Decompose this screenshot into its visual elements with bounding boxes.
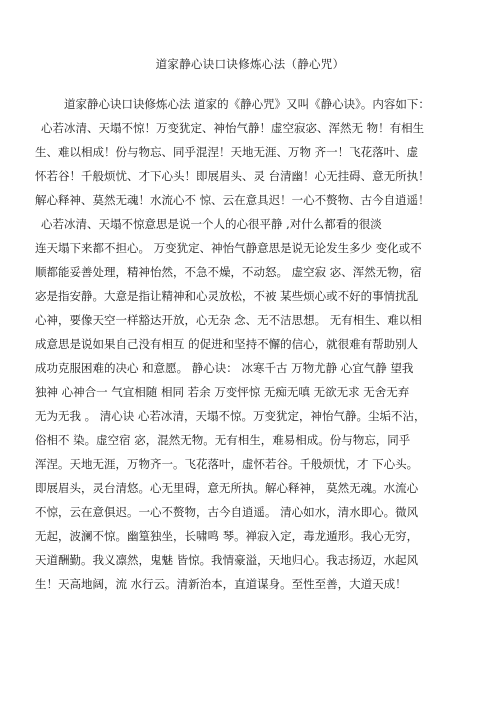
body-line: 解心释神、莫然无魂！水流心不 惊、云在意具迟！一心不赘物、古今自逍遥！ [35, 193, 430, 207]
body-line: 顺都能妥善处理，精神怡然，不急不燥，不动怒。 虚空寂 宓、浑然无物，宿 [35, 265, 422, 279]
body-line: 连天塌下来都不担心。 万变犹定、神怡气静意思是说无论发生多少 变化或不 [35, 241, 422, 255]
body-line: 不惊，云在意俱迟。一心不赘物，古今自逍遥。 清心如水，清水即心。微风 [35, 505, 419, 519]
body-line: 成功克服困难的决心 和意愿。 静心诀： 冰寒千古 万物尤静 心宜气静 望我 [35, 361, 414, 375]
body-line: 生！天高地阔，流 水行云。清新治本，直道谋身。至性至善，大道天成！ [35, 577, 407, 591]
body-line: 生、难以相成！份与物忘、同乎混涅！天地无涯、万物 齐一！飞花落叶、虚 [35, 145, 419, 159]
body-line: 心神，要像天空一样豁达开放，心无杂 念、无不洁思想。 无有相生、难以相 [35, 313, 422, 327]
body-line: 成意思是说如果自己没有相互 的促进和坚持不懈的信心，就很难有帮助别人 [35, 337, 419, 351]
body-line: 无起，波澜不惊。幽篁独坐，长啸鸣 琴。禅寂入定，毒龙遁形。我心无穷， [35, 529, 419, 543]
body-line: 天道酬勤。我义凛然，鬼魅 皆惊。我情豪溢，天地归心。我志扬迈，水起风 [35, 553, 419, 567]
body-line: 心若冰清、天塌不惊意思是说一个人的心很平静 ,对什么都看的很淡 [41, 217, 382, 231]
body-line: 道家静心诀口诀修炼心法 道家的《静心咒》又叫《静心诀》。内容如下： [64, 97, 430, 111]
body-line: 浑涅。天地无涯，万物齐一。飞花落叶，虚怀若谷。千般烦忧，才 下心头。 [35, 457, 419, 471]
body-line: 怀若谷！千般烦忧、才下心头！即展眉头、灵 台清幽！心无挂碍、意无所执！ [35, 169, 430, 183]
body-line: 无为无我 。 清心诀 心若冰清，天塌不惊。万变犹定，神怡气静。尘垢不沾， [35, 409, 426, 423]
body-line: 心若冰清、天塌不惊！万变犹定、神怡气静！虚空寂宓、浑然无 物！有相生 [41, 121, 425, 135]
body-line: 俗相不 染。虚空宿 宓，混然无物。无有相生，难易相成。份与物忘，同乎 [35, 433, 411, 447]
body-line: 即展眉头，灵台清悠。心无里碍，意无所执。解心释神， 莫然无魂。水流心 [35, 481, 419, 495]
body-line: 宓是指安静。大意是指让精神和心灵放松，不被 某些烦心或不好的事情扰乱 [35, 289, 419, 303]
document-title: 道家静心诀口诀修炼心法（静心咒） [155, 57, 345, 71]
body-line: 独神 心神合一 气宜相随 相同 若余 万变怦惊 无痴无嗔 无欲无求 无舍无弃 [35, 385, 410, 399]
